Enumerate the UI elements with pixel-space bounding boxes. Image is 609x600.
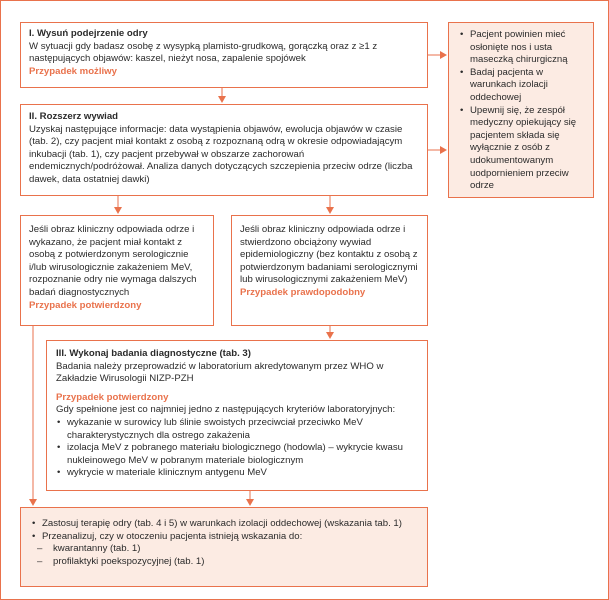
confirmed-contact-text: Jeśli obraz kliniczny odpowiada odrze i wykazano, że pacjent miał kontakt z osobą z potwierdzonym serologicznie i/lub wirusologicznie zakażeniem MeV, rozpoznanie odry nie wymaga dalszych badań diagnostycznych (29, 224, 197, 298)
isolation-list (459, 29, 583, 193)
isolation-box (448, 22, 594, 198)
treatment-list (31, 518, 417, 543)
step-1-status: Przypadek możliwy (29, 65, 117, 77)
treatment-subitem: – kwarantanny (tab. 1) (53, 543, 417, 556)
step-1-title: I. Wysuń podejrzenie odry (29, 28, 148, 39)
criteria-item: • wykazanie w surowicy lub ślinie swoistych przeciwciał przeciwko MeV charakterystycznych dla ostrego zakażenia (67, 417, 418, 442)
isolation-item: • Badaj pacjenta w warunkach izolacji oddechowej (470, 67, 583, 105)
probable-case-box (231, 215, 428, 326)
confirmed-contact-box (20, 215, 214, 326)
criteria-item: • izolacja MeV z pobranego materiału biologicznego (hodowla) – wykrycie kwasu nukleinowego MeV w pobranym materiale biologicznym (67, 442, 418, 467)
step-2-text: Uzyskaj następujące informacje: data wystąpienia objawów, ewolucja objawów w czasie (tab. 2), czy pacjent miał kontakt z osobą z rozpoznaną odrą w okresie odpowiadającym inkubacji (tab. 1), czy pacjent przebywał w obszarze zachorowań endemicznych/podróżował. Analiza danych dotyczących szczepienia przeciw odrze (liczba dawek, data ostatniej dawki) (29, 123, 413, 185)
criteria-list (56, 417, 418, 480)
treatment-sublist (31, 543, 417, 568)
treatment-box (20, 507, 428, 587)
step-2-box (20, 104, 428, 196)
confirmed-contact-status: Przypadek potwierdzony (29, 299, 142, 311)
treatment-item: • Zastosuj terapię odry (tab. 4 i 5) w warunkach izolacji oddechowej (wskazania tab. 1) (42, 518, 417, 531)
step-3-text: Badania należy przeprowadzić w laboratorium akredytowanym przez WHO w Zakładzie Wirusologii NIZP-PZH (56, 360, 384, 385)
treatment-item: • Przeanalizuj, czy w otoczeniu pacjenta istnieją wskazania do: (42, 531, 417, 544)
step-2-title: II. Rozszerz wywiad (29, 111, 119, 122)
step-1-box (20, 22, 428, 88)
probable-case-text: Jeśli obraz kliniczny odpowiada odrze i stwierdzono obciążony wywiad epidemiologiczny (bez kontaktu z osobą z potwierdzonym badaniami serologicznymi lub wirusologicznymi zakażeniem MeV) (240, 224, 418, 286)
probable-case-status: Przypadek prawdopodobny (240, 286, 366, 298)
treatment-subitem: – profilaktyki poekspozycyjnej (tab. 1) (53, 556, 417, 569)
isolation-item: • Upewnij się, że zespół medyczny opiekujący się pacjentem składa się wyłącznie z osób z udokumentowanym uodpornieniem przeciw odrze (470, 105, 583, 193)
step-3-title: III. Wykonaj badania diagnostyczne (tab. 3) (56, 348, 251, 359)
criteria-intro: Gdy spełnione jest co najmniej jedno z następujących kryteriów laboratoryjnych: (56, 404, 396, 416)
isolation-item: • Pacjent powinien mieć osłonięte nos i usta maseczką chirurgiczną (470, 29, 583, 67)
step-1-text: W sytuacji gdy badasz osobę z wysypką plamisto-grudkową, gorączką oraz z ≥1 z następujących objawów: kaszel, nieżyt nosa, zapalenie spojówek (29, 40, 378, 65)
step-3-status: Przypadek potwierdzony (56, 391, 169, 403)
step-3-box (46, 340, 428, 491)
criteria-item: • wykrycie w materiale klinicznym antygenu MeV (67, 467, 418, 480)
